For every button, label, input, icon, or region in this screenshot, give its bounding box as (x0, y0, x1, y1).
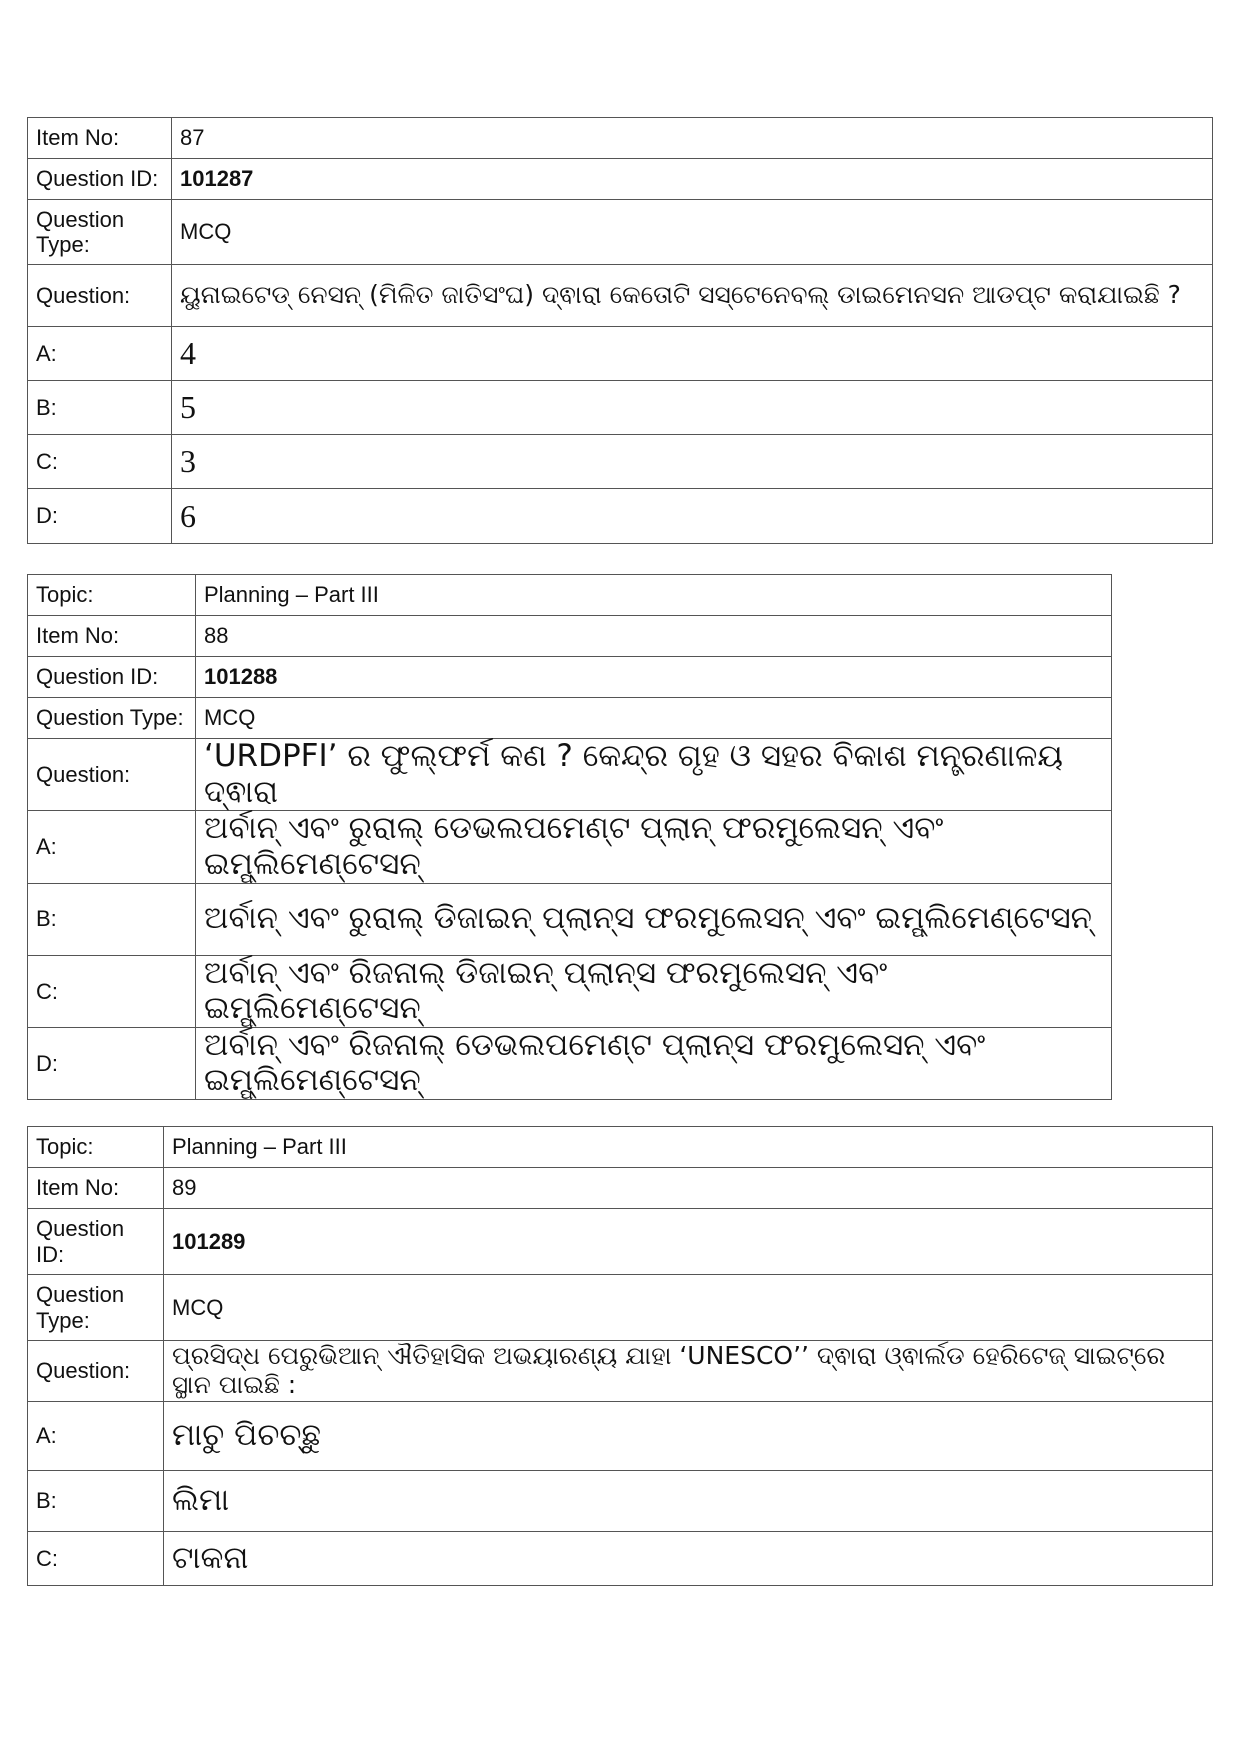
question-id-label: Question ID: (28, 1209, 164, 1275)
option-row-b (28, 1471, 1213, 1532)
question-id-value: 101287 (172, 159, 1213, 200)
question-type-label: Question Type: (28, 1275, 164, 1341)
option-label: B: (28, 381, 172, 435)
option-text: 4 (172, 327, 1213, 381)
option-label: B: (28, 883, 196, 955)
item-no-value: 88 (196, 616, 1112, 657)
question-id-value: 101288 (196, 657, 1112, 698)
item-no-value: 89 (164, 1168, 1213, 1209)
item-no-label: Item No: (28, 118, 172, 159)
question-text: ପ୍ରସିଦ୍ଧ ପେରୁଭିଆନ୍ ଐତିହାସିକ ଅଭୟାରଣ୍ୟ ଯାହା ‘UNESCO’’ ଦ୍ଵାରା ଓ୍ଵାର୍ଲଡ ହେରିଟେଜ୍ ସାଇଟ୍‌ରେ ସ୍ଥାନ ପାଇଛି : (164, 1341, 1213, 1402)
question-label: Question: (28, 1341, 164, 1402)
topic-label: Topic: (28, 1127, 164, 1168)
question-id-row (28, 1209, 1213, 1275)
question-row (28, 265, 1213, 327)
option-text: ଅର୍ବାନ୍ ଏବଂ ରୁରାଲ୍ ଡେଭଲପମେଣ୍ଟ ପ୍ଲାନ୍ ଫରମୁଲେସନ୍ ଏବଂ ଇମ୍ପ୍ଲିମେଣ୍ଟେସନ୍ (196, 811, 1112, 883)
question-id-row (28, 657, 1112, 698)
option-label: C: (28, 435, 172, 489)
option-row-c (28, 1532, 1213, 1586)
question-id-label: Question ID: (28, 159, 172, 200)
topic-row (28, 575, 1112, 616)
topic-row (28, 1127, 1213, 1168)
item-no-value: 87 (172, 118, 1213, 159)
option-label: C: (28, 955, 196, 1027)
option-row-d (28, 489, 1213, 544)
topic-label: Topic: (28, 575, 196, 616)
question-block-87 (27, 117, 1213, 544)
option-text: 6 (172, 489, 1213, 544)
topic-value: Planning – Part III (196, 575, 1112, 616)
item-no-label: Item No: (28, 616, 196, 657)
option-row-a (28, 327, 1213, 381)
item-no-row (28, 1168, 1213, 1209)
option-row-d (28, 1027, 1112, 1099)
option-label: D: (28, 1027, 196, 1099)
option-row-b (28, 381, 1213, 435)
option-text: ଅର୍ବାନ୍ ଏବଂ ରିଜନାଲ୍ ଡେଭଲପମେଣ୍ଟ ପ୍ଲାନ୍‌ସ ଫରମୁଲେସନ୍ ଏବଂ ଇମ୍ପ୍ଲିମେଣ୍ଟେସନ୍ (196, 1027, 1112, 1099)
question-label: Question: (28, 739, 196, 811)
question-type-row (28, 1275, 1213, 1341)
question-type-row (28, 200, 1213, 265)
question-type-value: MCQ (196, 698, 1112, 739)
option-row-a (28, 811, 1112, 883)
option-text: ଲିମା (164, 1471, 1213, 1532)
question-id-value: 101289 (164, 1209, 1213, 1275)
option-label: D: (28, 489, 172, 544)
option-row-b (28, 883, 1112, 955)
option-label: C: (28, 1532, 164, 1586)
question-text: ୟୁନାଇଟେଡ୍ ନେସନ୍ (ମିଳିତ ଜାତିସଂଘ) ଦ୍ଵାରା କେତୋଟି ସସ୍ଟେନେବଲ୍ ଡାଇମେନସନ ଆଡପ୍ଟ କରାଯାଇଛି ? (172, 265, 1213, 327)
question-id-label: Question ID: (28, 657, 196, 698)
option-text: ଟାକନା (164, 1532, 1213, 1586)
option-row-c (28, 435, 1213, 489)
option-text: 3 (172, 435, 1213, 489)
question-type-value: MCQ (164, 1275, 1213, 1341)
item-no-row (28, 118, 1213, 159)
option-text: ଅର୍ବାନ୍ ଏବଂ ରୁରାଲ୍ ଡିଜାଇନ୍ ପ୍ଲାନ୍‌ସ ଫରମୁଲେସନ୍ ଏବଂ ଇମ୍ପ୍ଲିମେଣ୍ଟେସନ୍ (196, 883, 1112, 955)
question-block-88 (27, 574, 1112, 1100)
question-type-label: Question Type: (28, 698, 196, 739)
option-row-a (28, 1402, 1213, 1471)
question-block-89 (27, 1126, 1213, 1586)
question-type-value: MCQ (172, 200, 1213, 265)
question-row (28, 1341, 1213, 1402)
option-label: A: (28, 327, 172, 381)
item-no-row (28, 616, 1112, 657)
option-text: ଅର୍ବାନ୍ ଏବଂ ରିଜନାଲ୍ ଡିଜାଇନ୍ ପ୍ଲାନ୍‌ସ ଫରମୁଲେସନ୍ ଏବଂ ଇମ୍ପ୍ଲିମେଣ୍ଟେସନ୍ (196, 955, 1112, 1027)
option-label: B: (28, 1471, 164, 1532)
question-row (28, 739, 1112, 811)
option-text: ମାଚୁ ପିଚଚ୍ଛୁ (164, 1402, 1213, 1471)
question-type-label: Question Type: (28, 200, 172, 265)
question-id-row (28, 159, 1213, 200)
item-no-label: Item No: (28, 1168, 164, 1209)
question-label: Question: (28, 265, 172, 327)
option-row-c (28, 955, 1112, 1027)
question-text: ‘URDPFI’ ର ଫୁଲ୍‌ଫର୍ମ କଣ ? କେନ୍ଦ୍ର ଗୃହ ଓ ସହର ବିକାଶ ମନ୍ତ୍ରଣାଳୟ ଦ୍ଵାରା (196, 739, 1112, 811)
question-type-row (28, 698, 1112, 739)
topic-value: Planning – Part III (164, 1127, 1213, 1168)
option-label: A: (28, 1402, 164, 1471)
option-text: 5 (172, 381, 1213, 435)
option-label: A: (28, 811, 196, 883)
